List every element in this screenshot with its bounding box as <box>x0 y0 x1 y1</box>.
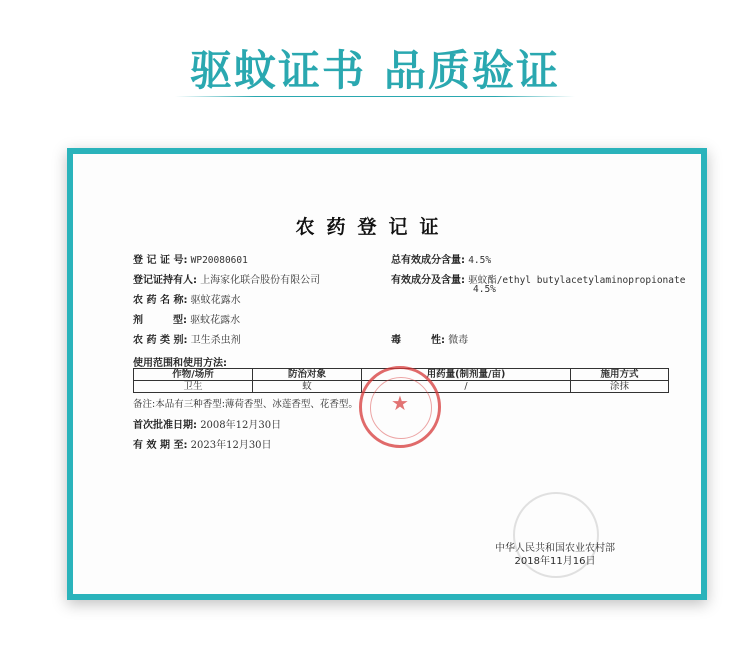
issuer-name: 中华人民共和国农业农村部 <box>495 543 615 554</box>
red-official-seal <box>359 366 441 448</box>
usage-col-crop: 作物/场所 <box>134 369 253 381</box>
total-content-row <box>391 251 491 266</box>
usage-cell-target: 蚊 <box>253 381 362 393</box>
total-content-label: 总有效成分含量: <box>391 255 465 266</box>
category-row <box>133 331 241 346</box>
pesticide-name-label: 农 药 名 称: <box>133 295 188 306</box>
ingredient-value-line2: 4.5% <box>473 284 496 295</box>
dosage-form-row <box>133 311 240 326</box>
toxicity-row <box>391 331 468 346</box>
toxicity-value: 微毒 <box>448 335 469 346</box>
usage-col-dosage: 用药量(制剂量/亩) <box>362 369 571 381</box>
certificate-frame <box>67 148 707 600</box>
certificate-title: 农药登记证 <box>295 216 451 238</box>
ingredient-row-2 <box>473 284 496 295</box>
validity-value: 2023年12月30日 <box>190 440 272 451</box>
dosage-form-label: 剂 型: <box>133 315 187 326</box>
holder-value: 上海家化联合股份有限公司 <box>200 275 321 286</box>
pesticide-name-value: 驱蚊花露水 <box>190 295 241 306</box>
toxicity-label: 毒 性: <box>391 335 445 346</box>
reg-no-row <box>133 251 248 266</box>
ingredient-row <box>391 271 685 286</box>
seal-star-icon: ★ <box>391 391 409 415</box>
certificate-document <box>73 154 701 594</box>
ingredient-value-line1: 驱蚊酯/ethyl butylacetylaminopropionate <box>468 275 686 286</box>
pesticide-name-row <box>133 291 241 306</box>
first-approval-row <box>133 416 281 431</box>
reg-no-value: WP20080601 <box>190 255 248 266</box>
ingredient-label: 有效成分及含量: <box>391 275 465 286</box>
validity-label: 有 效 期 至: <box>133 440 188 451</box>
usage-cell-dosage: / <box>362 381 571 393</box>
category-label: 农 药 类 别: <box>133 335 188 346</box>
banner-title-part2: 品质验证 <box>384 46 561 95</box>
reg-no-label: 登 记 证 号: <box>133 255 188 266</box>
first-approval-label: 首次批准日期: <box>133 420 197 431</box>
issue-date: 2018年11月16日 <box>514 556 596 567</box>
total-content-value: 4.5% <box>468 255 492 266</box>
banner-divider <box>175 96 575 97</box>
banner-title <box>0 38 750 98</box>
validity-row <box>133 436 272 451</box>
banner-title-part1: 驱蚊证书 <box>189 46 366 95</box>
usage-heading: 使用范围和使用方法: <box>133 358 227 369</box>
first-approval-value: 2008年12月30日 <box>200 420 282 431</box>
holder-label: 登记证持有人: <box>133 275 197 286</box>
issuer-block <box>485 542 625 568</box>
usage-col-target: 防治对象 <box>253 369 362 381</box>
usage-cell-crop: 卫生 <box>134 381 253 393</box>
category-value: 卫生杀虫剂 <box>190 335 241 346</box>
usage-cell-method: 涂抹 <box>571 381 669 393</box>
remarks: 备注:本品有三种香型:薄荷香型、冰莲香型、花香型。 <box>133 399 358 410</box>
usage-col-method: 施用方式 <box>571 369 669 381</box>
holder-row <box>133 271 320 286</box>
dosage-form-value: 驱蚊花露水 <box>190 315 241 326</box>
